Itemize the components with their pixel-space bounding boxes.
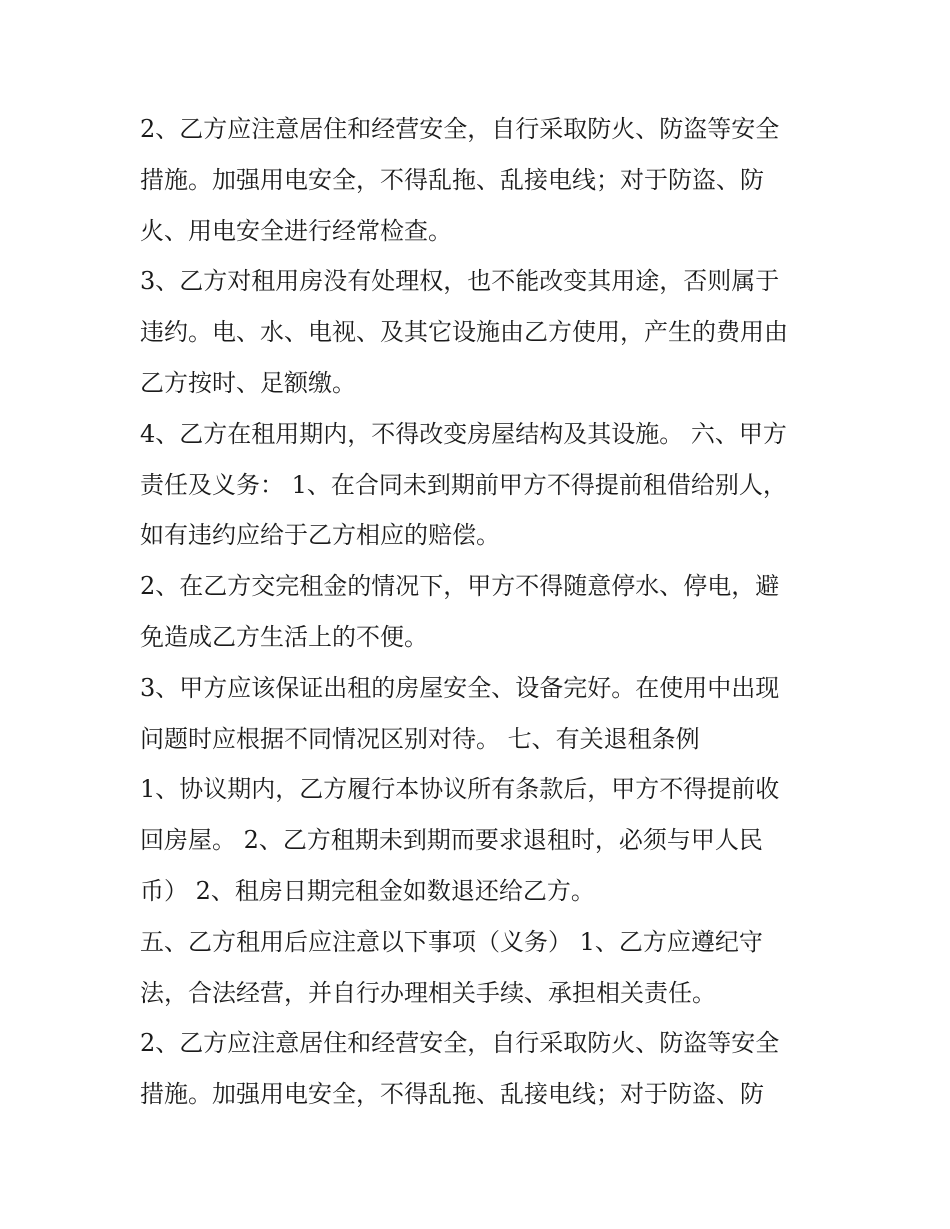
text-line: 币） 2、租房日期完租金如数退还给乙方。	[140, 876, 595, 905]
text-line: 乙方按时、足额缴。	[140, 368, 356, 397]
text-line: 措施。加强用电安全，不得乱拖、乱接电线；对于防盗、防	[140, 1080, 764, 1109]
text-line: 2、乙方应注意居住和经营安全，自行采取防火、防盗等安全	[140, 115, 780, 143]
text-line: 责任及义务： 1、在合同未到期前甲方不得提前租借给别人，	[140, 470, 787, 499]
text-line: 法，合法经营，并自行办理相关手续、承担相关责任。	[140, 978, 716, 1007]
text-line: 2、在乙方交完租金的情况下，甲方不得随意停水、停电，避	[140, 572, 780, 601]
text-line: 3、甲方应该保证出租的房屋安全、设备完好。在使用中出现	[140, 673, 780, 702]
text-line: 回房屋。 2、乙方租期未到期而要求退租时，必须与甲人民	[140, 826, 763, 855]
text-line: 如有违约应给于乙方相应的赔偿。	[140, 521, 500, 550]
text-line: 2、乙方应注意居住和经营安全，自行采取防火、防盗等安全	[140, 1029, 780, 1058]
text-line: 违约。电、水、电视、及其它设施由乙方使用，产生的费用由	[140, 318, 788, 347]
text-line: 3、乙方对租用房没有处理权，也不能改变其用途，否则属于	[140, 267, 780, 296]
text-line: 4、乙方在租用期内，不得改变房屋结构及其设施。 六、甲方	[140, 419, 787, 448]
text-line: 措施。加强用电安全，不得乱拖、乱接电线；对于防盗、防	[140, 165, 764, 194]
text-line: 1、协议期内，乙方履行本协议所有条款后，甲方不得提前收	[140, 775, 780, 804]
text-line: 免造成乙方生活上的不便。	[140, 622, 428, 651]
contract-body-text	[140, 104, 830, 1120]
text-line: 五、乙方租用后应注意以下事项（义务） 1、乙方应遵纪守	[140, 927, 763, 956]
text-line: 火、用电安全进行经常检查。	[140, 216, 452, 245]
text-line: 问题时应根据不同情况区别对待。 七、有关退租条例	[140, 724, 700, 753]
